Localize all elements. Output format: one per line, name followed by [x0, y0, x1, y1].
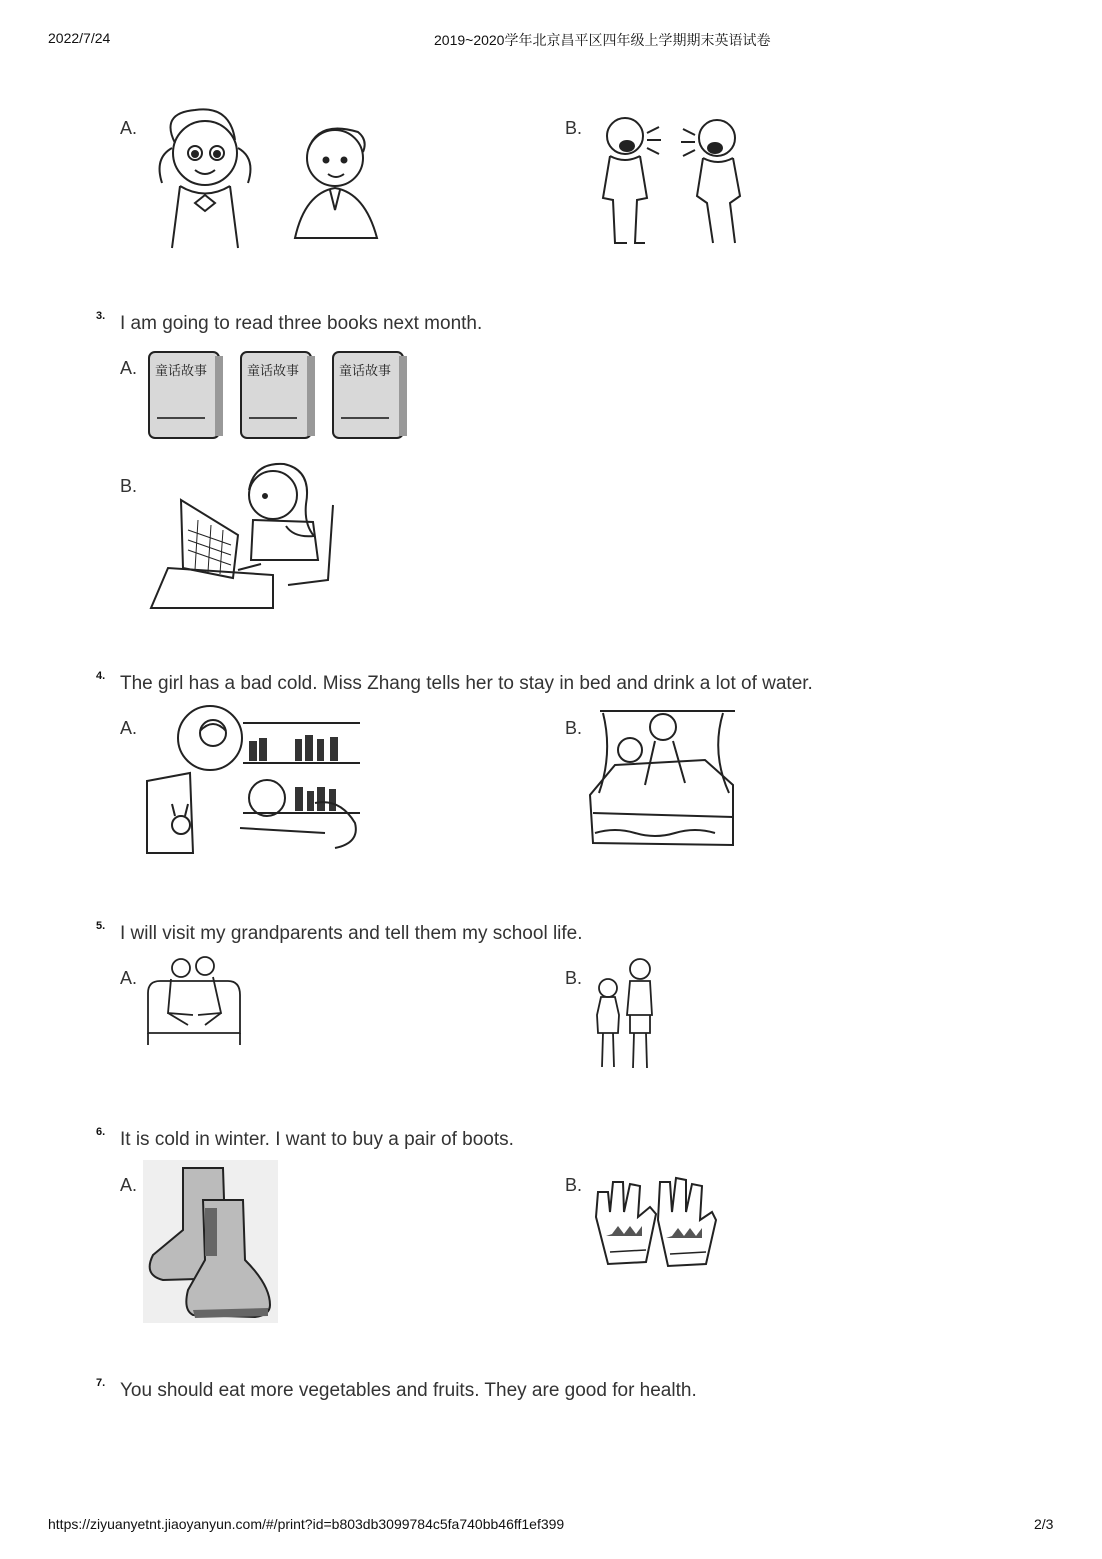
q3-option-b-label: B. [120, 476, 138, 496]
q6-option-b-label: B. [565, 1175, 583, 1195]
girl-in-bed-with-mother-icon [585, 705, 740, 855]
question-number: 5. [96, 920, 106, 932]
question-text: I will visit my grandparents and tell them my school life. [120, 923, 583, 944]
two-boys-shouting-icon [585, 108, 765, 250]
exam-title: 2019~2020学年北京昌平区四年级上学期期末英语试卷 [434, 32, 771, 48]
q4-option-b-label: B. [565, 718, 583, 738]
question-number: 3. [96, 310, 106, 322]
question-text: I am going to read three books next month. [120, 313, 483, 334]
q6-option-a-label: A. [120, 1175, 138, 1195]
girl-reading-on-floor-icon [145, 703, 365, 858]
question-number: 6. [96, 1126, 106, 1138]
girl-and-boy-smiling-icon [150, 108, 390, 253]
q2-option-a-label: A. [120, 118, 138, 138]
question-text: It is cold in winter. I want to buy a pair of boots. [120, 1129, 514, 1150]
girl-using-laptop-icon [143, 460, 338, 615]
page-url[interactable]: https://ziyuanyetnt.jiaoyanyun.com/#/print?id=b803db3099784c5fa740bb46ff1ef399 [48, 1516, 565, 1532]
book-cover-label: 童话故事 [247, 364, 300, 379]
q2-option-b-label: B. [565, 118, 583, 138]
page-number: 2/3 [1034, 1516, 1054, 1532]
question-number: 7. [96, 1377, 106, 1389]
book-cover-label: 童话故事 [155, 364, 208, 379]
question-number: 4. [96, 670, 106, 682]
print-date: 2022/7/24 [48, 30, 111, 46]
question-text: The girl has a bad cold. Miss Zhang tells her to stay in bed and drink a lot of water. [120, 673, 813, 694]
two-children-standing-icon [590, 955, 660, 1073]
book-cover-label: 童话故事 [339, 364, 392, 379]
q5-option-b-label: B. [565, 968, 583, 988]
q5-option-a-label: A. [120, 968, 138, 988]
gloves-icon [588, 1172, 718, 1270]
q4-option-a-label: A. [120, 718, 138, 738]
question-text: You should eat more vegetables and fruits. They are good for health. [120, 1380, 697, 1401]
q3-option-a-label: A. [120, 358, 138, 378]
grandparents-on-sofa-icon [143, 953, 243, 1048]
boots-icon [143, 1160, 278, 1323]
